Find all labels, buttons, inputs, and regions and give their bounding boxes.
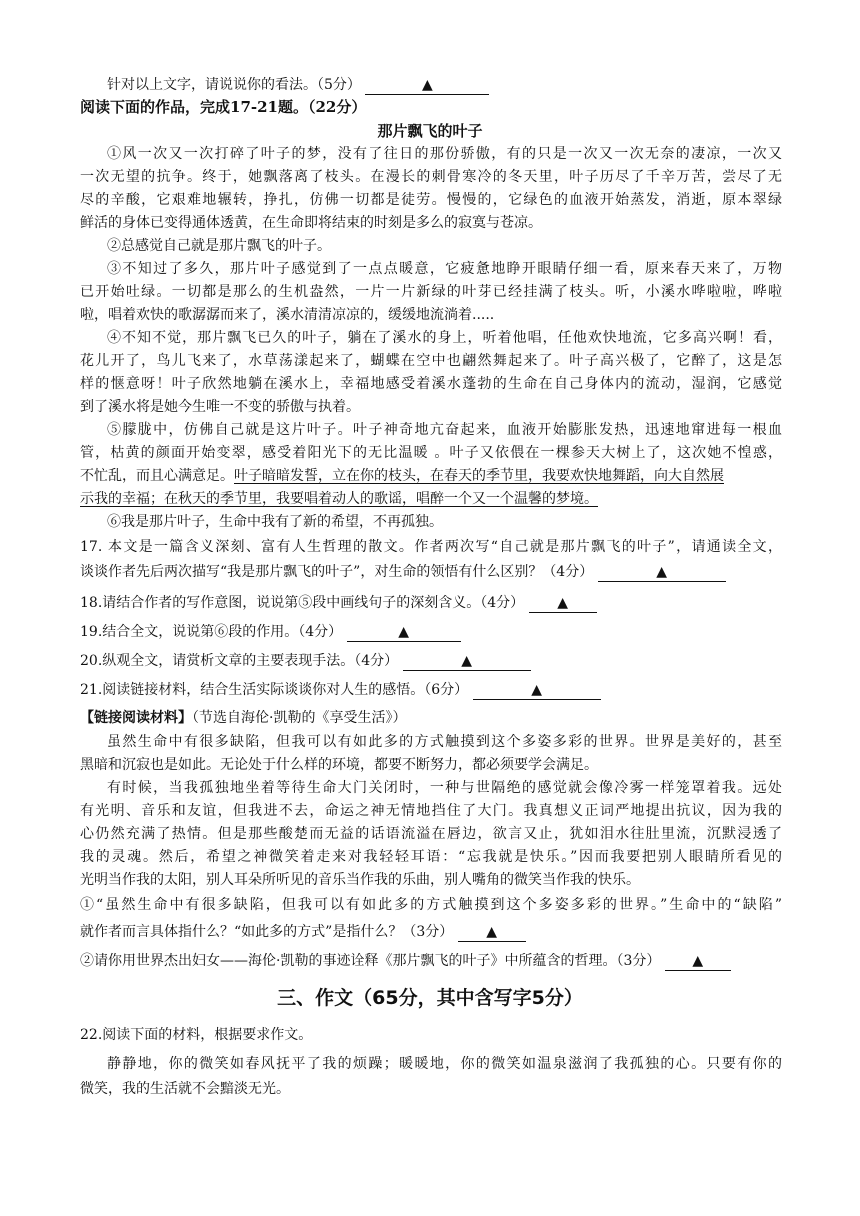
question-20: 20.纵观全文，请赏析文章的主要表现手法。（4分） ▲ xyxy=(80,650,782,672)
article-title: 那片飘飞的叶子 xyxy=(377,122,483,140)
answer-blank[interactable]: ▲ xyxy=(458,923,526,942)
composition-heading: 三、作文（65分，其中含写字5分） xyxy=(277,987,583,1009)
paragraph-1-line: ①风一次又一次打碎了叶子的梦，没有了往日的那份骄傲，有的只是一次又一次无奈的凄凉，一次又 xyxy=(107,146,782,162)
paragraph-4-line: ④不知不觉，那片飘飞已久的叶子，躺在了溪水的身上，听着他唱，任他欢快地流，它多高兴啊！看， xyxy=(107,330,782,346)
paragraph-4-line: 到了溪水将是她今生唯一不变的骄傲与执着。 xyxy=(80,399,360,415)
answer-blank[interactable]: ▲ xyxy=(403,652,531,671)
material-line: 微笑，我的生活就不会黯淡无光。 xyxy=(80,1081,290,1097)
question-19: 19.结合全文，说说第⑥段的作用。（4分） ▲ xyxy=(80,621,782,643)
paragraph-3-line: 已开始吐绿。一切都是那么的生机盎然，一片一片新绿的叶芽已经挂满了枝头。听，小溪水哗啦啦，哗啦 xyxy=(80,284,782,300)
answer-blank[interactable]: ▲ xyxy=(598,563,726,582)
paragraph-1-line: 一次无望的抗争。终于，她飘落离了枝头。在漫长的刺骨寒冷的冬天里，叶子历尽了千辛万苦，尝尽了无 xyxy=(80,169,782,185)
paragraph-5-line: ⑤朦胧中，仿佛自己就是这片叶子。叶子神奇地亢奋起来，血液开始膨胀发热，迅速地窜进每一根血 xyxy=(107,422,782,438)
question-18: 18.请结合作者的写作意图，说说第⑤段中画线句子的深刻含义。（4分） ▲ xyxy=(80,592,782,614)
paragraph-1-line: 鲜活的身体已变得通体透黄，在生命即将结束的时刻是多么的寂寞与苍凉。 xyxy=(80,215,542,231)
paragraph-1-line: 尽的辛酸，它艰难地辗转，挣扎，仿佛一切都是徒劳。慢慢的，它绿色的血液开始蒸发，消逝，原本翠绿 xyxy=(80,192,782,208)
paragraph-5-line xyxy=(80,488,782,510)
link-material-line: 心仍然充满了热情。但是那些酸楚而无益的话语流溢在唇边，欲言又止，犹如泪水往肚里流，沉默浸透了 xyxy=(80,826,782,842)
link-material-line: 我的灵魂。然后，希望之神微笑着走来对我轻轻耳语：“忘我就是快乐。”因而我要把别人眼睛所看见的 xyxy=(80,849,782,865)
intro-prompt: 针对以上文字，请说说你的看法。（5分） ▲ xyxy=(107,74,809,96)
link-material-header: 【链接阅读材料】（节选自海伦·凯勒的《享受生活》） xyxy=(80,710,407,726)
answer-blank[interactable]: ▲ xyxy=(365,76,489,95)
paragraph-3-line: ③不知过了多久，那片叶子感觉到了一点点暖意，它疲惫地睁开眼睛仔细一看，原来春天来了，万物 xyxy=(107,261,782,277)
underlined-sentence: 叶子暗暗发誓，立在你的枝头，在春天的季节里，我要欢快地舞蹈，向大自然展 xyxy=(234,468,724,484)
sub-question-2: ②请你用世界杰出妇女——海伦·凯勒的事迹诠释《那片飘飞的叶子》中所蕴含的哲理。（3分） ▲ xyxy=(80,950,782,972)
sub-question-1-line: ①“虽然生命中有很多缺陷，但我可以有如此多的方式触摸到这个多姿多彩的世界。”生命中的“缺陷” xyxy=(80,897,782,913)
question-21: 21.阅读链接材料，结合生活实际谈谈你对人生的感悟。（6分） ▲ xyxy=(80,679,782,701)
question-17-line: 谈谈作者先后两次描写“我是那片飘飞的叶子”，对生命的领悟有什么区别？（4分） ▲ xyxy=(80,561,782,583)
question-17-line: 17. 本文是一篇含义深刻、富有人生哲理的散文。作者两次写“自己就是那片飘飞的叶子”，请通读全文， xyxy=(80,539,782,555)
link-material-line: 光明当作我的太阳，别人耳朵所听见的音乐当作我的乐曲，别人嘴角的微笑当作我的快乐。 xyxy=(80,872,640,888)
section-heading: 阅读下面的作品，完成17-21题。（22分） xyxy=(80,98,367,116)
answer-blank[interactable]: ▲ xyxy=(665,952,731,971)
paragraph-2: ②总感觉自己就是那片飘飞的叶子。 xyxy=(107,238,331,254)
paragraph-6: ⑥我是那片叶子，生命中我有了新的希望，不再孤独。 xyxy=(107,514,443,530)
material-line: 静静地，你的微笑如春风抚平了我的烦躁；暖暖地，你的微笑如温泉滋润了我孤独的心。只要有你的 xyxy=(107,1056,782,1072)
question-22: 22.阅读下面的材料，根据要求作文。 xyxy=(80,1027,313,1043)
paragraph-4-line: 样的惬意呀！叶子欣然地躺在溪水上，幸福地感受着溪水蓬勃的生命在自己身体内的流动，湿润，它感觉 xyxy=(80,376,782,392)
link-material-line: 黑暗和沉寂也是如此。无论处于什么样的环境，都要不断努力，都必须要学会满足。 xyxy=(80,757,598,773)
link-material-line: 有光明、音乐和友谊，但我进不去，命运之神无情地挡住了大门。我真想义正词严地提出抗议，因为我的 xyxy=(80,803,782,819)
paragraph-5-line: 不忙乱，而且心满意足。叶子暗暗发誓，立在你的枝头，在春天的季节里，我要欢快地舞蹈，向大自然展 xyxy=(80,468,724,484)
link-material-line: 有时候，当我孤独地坐着等待生命大门关闭时，一种与世隔绝的感觉就会像冷雾一样笼罩着我。远处 xyxy=(107,780,782,796)
paragraph-5-line: 管，枯黄的颜面开始变翠，感受着阳光下的无比温暖 。叶子又依偎在一棵参天大树上了，这次她不惶惑， xyxy=(80,445,782,461)
answer-blank[interactable]: ▲ xyxy=(347,623,461,642)
sub-question-1-line: 就作者而言具体指什么？“如此多的方式”是指什么？（3分） ▲ xyxy=(80,921,782,943)
paragraph-4-line: 花儿开了，鸟儿飞来了，水草荡漾起来了，蝴蝶在空中也翩然舞起来了。叶子高兴极了，它醉了，这是怎 xyxy=(80,353,782,369)
answer-blank[interactable]: ▲ xyxy=(529,594,597,613)
link-material-line: 虽然生命中有很多缺陷，但我可以有如此多的方式触摸到这个多姿多彩的世界。世界是美好的，甚至 xyxy=(107,734,782,750)
paragraph-3-line: 啦，唱着欢快的歌潺潺而来了，溪水清清凉凉的，缓缓地流淌着..... xyxy=(80,307,495,323)
underlined-sentence: 示我的幸福；在秋天的季节里，我要唱着动人的歌谣，唱醉一个又一个温馨的梦境。 xyxy=(80,491,598,507)
answer-blank[interactable]: ▲ xyxy=(473,681,601,700)
